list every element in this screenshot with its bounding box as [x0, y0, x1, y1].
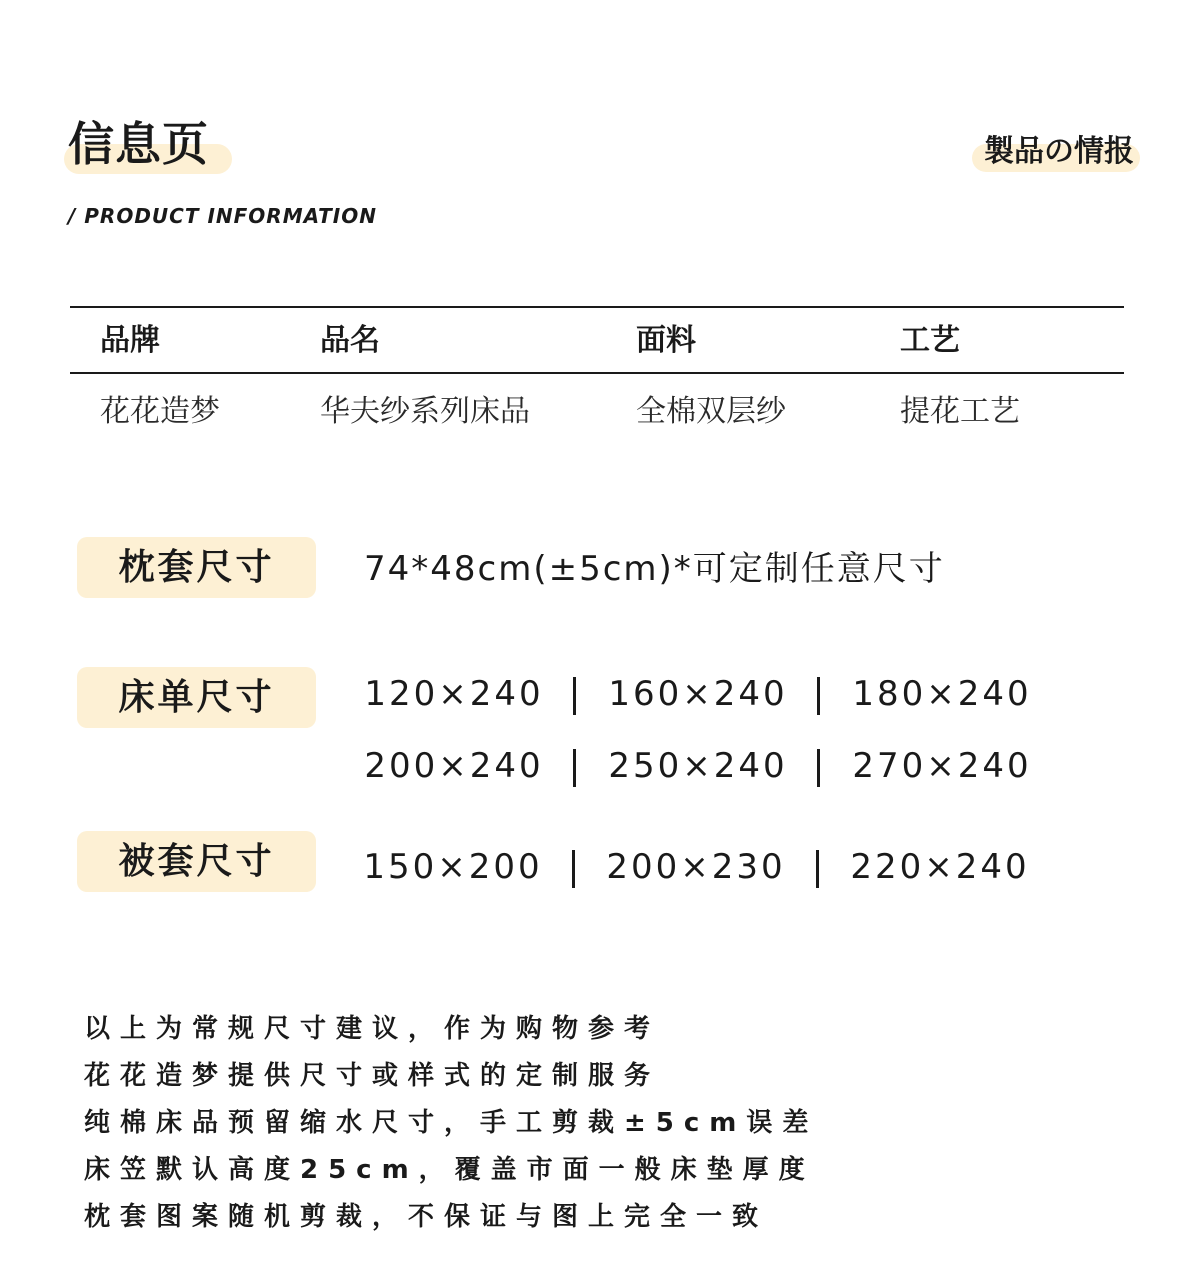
value-brand: 花花造梦	[100, 394, 220, 429]
jp-title: 製品の情报	[984, 134, 1134, 169]
sheet-size-label: 床单尺寸	[77, 667, 316, 728]
note-line: 纯棉床品预留缩水尺寸，手工剪裁±5cm误差	[84, 1108, 819, 1138]
page-title: 信息页	[68, 117, 209, 171]
header-product-name: 品名	[320, 323, 380, 358]
sheet-size-item: 250×240	[608, 746, 788, 786]
page-title-block	[68, 114, 209, 178]
pillow-size-label: 枕套尺寸	[77, 537, 316, 598]
sheet-size-item: 120×240	[364, 674, 544, 714]
table-header-rule	[70, 372, 1124, 374]
duvet-size-label: 被套尺寸	[77, 831, 316, 892]
duvet-size-item: 200×230	[606, 847, 786, 887]
notes-block	[84, 1006, 818, 1241]
value-product-name: 华夫纱系列床品	[320, 394, 530, 429]
header-craft: 工艺	[900, 323, 960, 358]
size-separator	[816, 850, 819, 888]
sheet-size-item: 270×240	[852, 746, 1032, 786]
sheet-size-item: 160×240	[608, 674, 788, 714]
duvet-size-item: 220×240	[850, 847, 1030, 887]
jp-title-block	[984, 130, 1134, 174]
note-line: 以上为常规尺寸建议，作为购物参考	[84, 1014, 661, 1044]
value-fabric: 全棉双层纱	[636, 394, 786, 429]
note-line: 花花造梦提供尺寸或样式的定制服务	[84, 1061, 661, 1091]
size-separator	[573, 677, 576, 715]
size-separator	[573, 749, 576, 787]
note-line: 床笠默认高度25cm，覆盖市面一般床垫厚度	[84, 1155, 815, 1185]
table-top-rule	[70, 306, 1124, 308]
header-fabric: 面料	[636, 323, 696, 358]
sheet-size-item: 200×240	[364, 746, 544, 786]
pillow-size-value: 74*48cm(±5cm)*可定制任意尺寸	[364, 549, 945, 589]
size-separator	[572, 850, 575, 888]
page-subtitle: / PRODUCT INFORMATION	[68, 204, 377, 228]
size-separator	[817, 749, 820, 787]
note-line: 枕套图案随机剪裁，不保证与图上完全一致	[84, 1202, 769, 1232]
header-brand: 品牌	[100, 323, 160, 358]
value-craft: 提花工艺	[900, 394, 1020, 429]
duvet-size-item: 150×200	[363, 847, 543, 887]
size-separator	[817, 677, 820, 715]
sheet-size-item: 180×240	[852, 674, 1032, 714]
